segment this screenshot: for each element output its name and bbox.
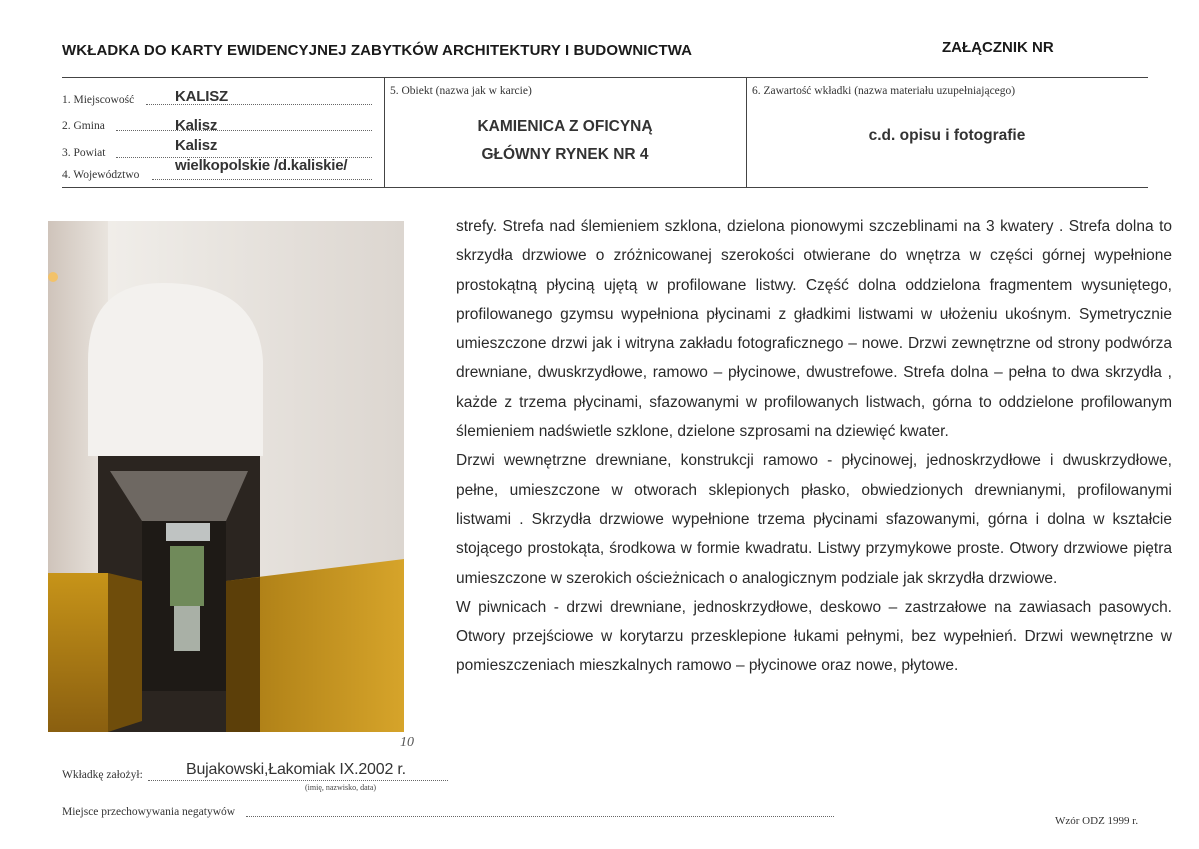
corridor-photo <box>48 221 404 732</box>
description-text <box>456 212 1172 681</box>
voivodeship-value: wielkopolskie /d.kaliskie/ <box>175 157 348 174</box>
object-name-line2: GŁÓWNY RYNEK NR 4 <box>481 146 649 163</box>
commune-label: 2. Gmina <box>62 120 105 132</box>
description-paragraph: strefy. Strefa nad ślemieniem szklona, dzielona pionowymi szczeblinami na 3 kwatery . Strefa dolna to skrzydła drzwiowe o zróżnicowanej szerokości otwierane do wnętrza w części górnej wypełnione prostokątną płyciną ujętą w profilowane listwy. Część dolna oddzielona fragmentem wysuniętego, profilowanego gzymsu wypełniona płycinami z gładkimi listwami w ułożeniu ukośnym. Symetrycznie umieszczone drzwi jak i witryna zakładu fotograficznego – nowe. Drzwi zewnętrzne od strony podwórza drewniane, dwuskrzydłowe, ramowo – płycinowe, dwustrefowe. Strefa dolna – pełna to dwa skrzydła , każde z trzema płycinami, sfazowanymi w profilowanych listwach, górna to oddzielone profilowanym ślemieniem nadświetle szklone, dzielone szprosami na dziewięć kwater. <box>456 218 1172 441</box>
form-bottom-border <box>62 187 1148 188</box>
commune-value: Kalisz <box>175 117 218 134</box>
negatives-label: Miejsce przechowywania negatywów <box>62 806 236 818</box>
form-title: WKŁADKA DO KARTY EWIDENCYJNEJ ZABYTKÓW ARCHITEKTURY I BUDOWNICTWA <box>62 42 693 59</box>
negatives-dots <box>246 816 834 817</box>
author-hint: (imię, nazwisko, data) <box>305 783 377 792</box>
description-paragraph: Drzwi wewnętrzne drewniane, konstrukcji ramowo - płycinowej, jednoskrzydłowe i dwuskrzydłowe, pełne, umieszczone w otworach sklepionych płasko, obwiedzionych drewnianymi, profilowanymi listwami . Skrzydła drzwiowe wypełnione trzema płycinami sfazowanymi, górna i dolna w kształcie stojącego prostokąta, środkowa w formie kwadratu. Listwy przymykowe proste. Otwory drzwiowe piętra umieszczone w szerokich ościeżnicach o analogicznym podziale jak skrzydła drzwiowe. <box>456 452 1172 587</box>
model-label: Wzór ODZ 1999 r. <box>1055 815 1139 827</box>
form-top-border <box>62 77 1148 78</box>
object-label: 5. Obiekt (nazwa jak w karcie) <box>390 85 532 97</box>
object-name-line1: KAMIENICA Z OFICYNĄ <box>477 118 653 135</box>
author-label: Wkładkę założył: <box>62 769 143 781</box>
location-label: 1. Miejscowość <box>62 94 135 106</box>
district-value: Kalisz <box>175 137 218 154</box>
location-value: KALISZ <box>175 88 228 105</box>
contents-label: 6. Zawartość wkładki (nazwa materiału uzupełniającego) <box>752 85 1016 97</box>
voivodeship-label: 4. Województwo <box>62 169 140 181</box>
commune-dots <box>116 130 372 131</box>
author-dots <box>148 780 448 781</box>
contents-value: c.d. opisu i fotografie <box>868 127 1026 144</box>
annex-label: ZAŁĄCZNIK NR <box>942 39 1054 56</box>
author-value: Bujakowski,Łakomiak IX.2002 r. <box>186 761 406 778</box>
description-paragraph: W piwnicach - drzwi drewniane, jednoskrzydłowe, deskowo – zastrzałowe na zawiasach pasowych. Otwory przejściowe w korytarzu przesklepione łukami pełnymi, bez wypełnień. Drzwi wewnętrzne w pomieszczeniach mieszkalnych ramowo – płycinowe oraz nowe, płytowe. <box>456 598 1172 675</box>
voivodeship-dots <box>152 179 372 180</box>
district-label: 3. Powiat <box>62 147 106 159</box>
photo-number: 10 <box>400 735 414 750</box>
